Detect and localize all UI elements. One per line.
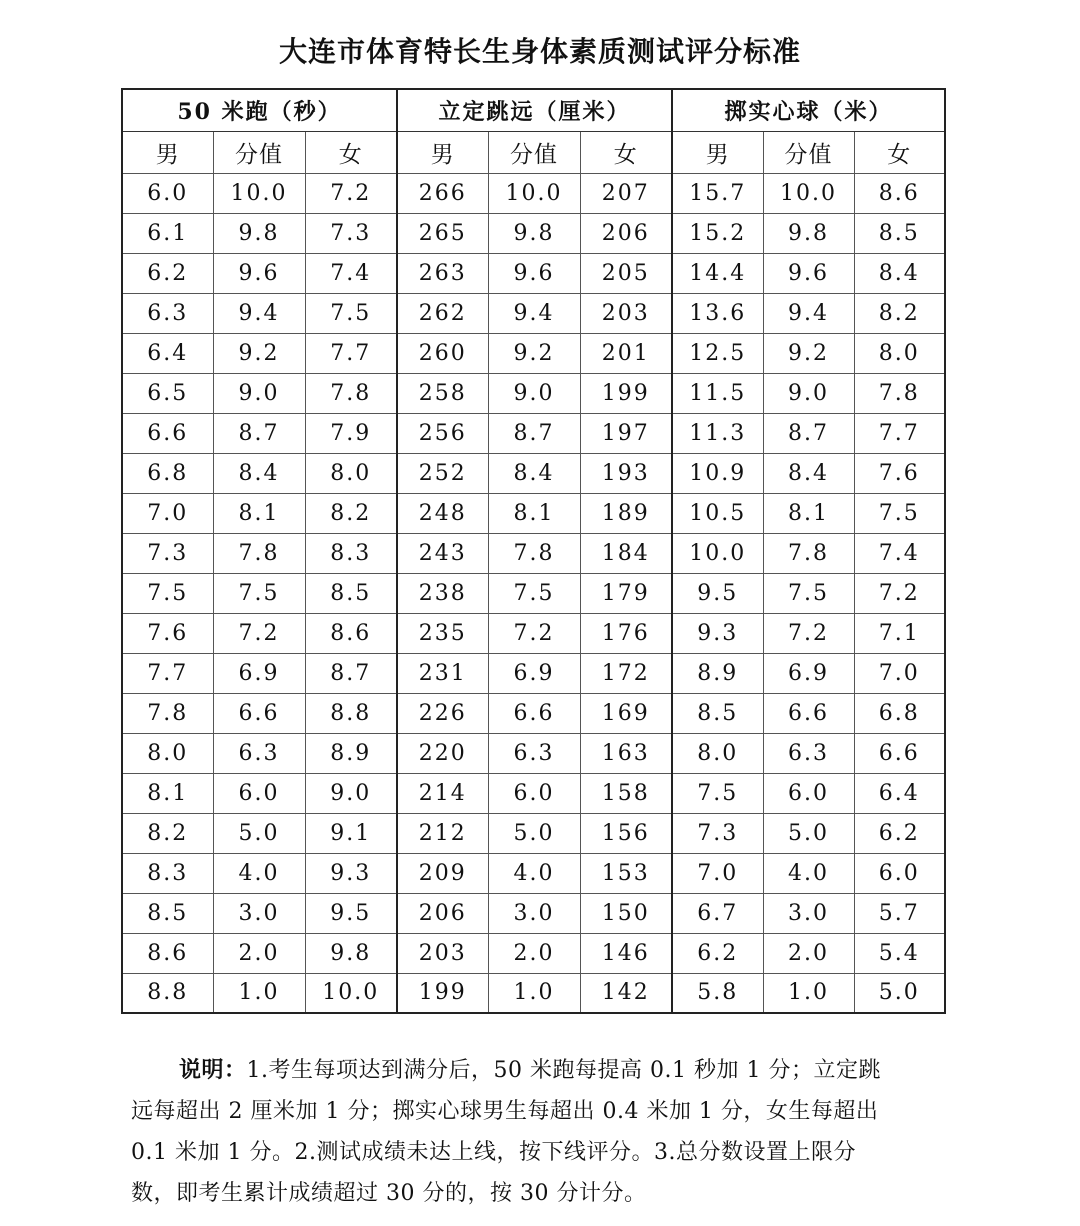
- run-male-time-cell: 6.0: [122, 173, 213, 213]
- shot-male-distance-cell: 10.9: [672, 453, 763, 493]
- group-header-row: [122, 89, 945, 131]
- shot-male-distance-cell: 13.6: [672, 293, 763, 333]
- run-female-time-cell: 9.5: [305, 893, 397, 933]
- shot-score-cell: 10.0: [763, 173, 854, 213]
- run-female-time-cell: 7.4: [305, 253, 397, 293]
- table-row: [122, 973, 945, 1013]
- shot-score-cell: 8.1: [763, 493, 854, 533]
- jump-female-distance-cell: 205: [580, 253, 672, 293]
- shot-female-distance-cell: 8.2: [854, 293, 945, 333]
- shot-female-distance-cell: 7.6: [854, 453, 945, 493]
- shot-male-distance-cell: 7.5: [672, 773, 763, 813]
- shot-male-distance-cell: 9.3: [672, 613, 763, 653]
- run-male-time-cell: 6.6: [122, 413, 213, 453]
- jump-male-distance-cell: 252: [397, 453, 488, 493]
- jump-score-cell: 8.7: [488, 413, 580, 453]
- shot-female-distance-cell: 5.7: [854, 893, 945, 933]
- table-row: [122, 253, 945, 293]
- table-row: [122, 173, 945, 213]
- sub-header-score: 分值: [213, 131, 305, 173]
- run-female-time-cell: 8.0: [305, 453, 397, 493]
- jump-male-distance-cell: 212: [397, 813, 488, 853]
- run-female-time-cell: 8.5: [305, 573, 397, 613]
- jump-male-distance-cell: 262: [397, 293, 488, 333]
- sub-header-male: 男: [122, 131, 213, 173]
- group-header-50m-run: 50 米跑（秒）: [122, 89, 397, 131]
- jump-female-distance-cell: 142: [580, 973, 672, 1013]
- jump-male-distance-cell: 256: [397, 413, 488, 453]
- shot-female-distance-cell: 7.7: [854, 413, 945, 453]
- run-score-cell: 9.8: [213, 213, 305, 253]
- run-male-time-cell: 8.1: [122, 773, 213, 813]
- jump-male-distance-cell: 266: [397, 173, 488, 213]
- run-female-time-cell: 7.8: [305, 373, 397, 413]
- table-row: [122, 733, 945, 773]
- run-score-cell: 6.6: [213, 693, 305, 733]
- shot-male-distance-cell: 11.3: [672, 413, 763, 453]
- table-row: [122, 933, 945, 973]
- shot-score-cell: 4.0: [763, 853, 854, 893]
- table-row: [122, 573, 945, 613]
- jump-score-cell: 3.0: [488, 893, 580, 933]
- jump-score-cell: 6.3: [488, 733, 580, 773]
- shot-female-distance-cell: 7.5: [854, 493, 945, 533]
- run-female-time-cell: 9.8: [305, 933, 397, 973]
- sub-header-row: [122, 131, 945, 173]
- shot-score-cell: 5.0: [763, 813, 854, 853]
- shot-score-cell: 3.0: [763, 893, 854, 933]
- shot-score-cell: 9.6: [763, 253, 854, 293]
- shot-male-distance-cell: 12.5: [672, 333, 763, 373]
- shot-female-distance-cell: 7.2: [854, 573, 945, 613]
- note-line: 远每超出 2 厘米加 1 分；掷实心球男生每超出 0.4 米加 1 分，女生每超出: [131, 1099, 879, 1124]
- shot-score-cell: 8.7: [763, 413, 854, 453]
- shot-score-cell: 7.2: [763, 613, 854, 653]
- table-row: [122, 653, 945, 693]
- jump-score-cell: 10.0: [488, 173, 580, 213]
- jump-male-distance-cell: 243: [397, 533, 488, 573]
- document-title: 大连市体育特长生身体素质测试评分标准: [278, 35, 801, 68]
- jump-female-distance-cell: 189: [580, 493, 672, 533]
- run-score-cell: 2.0: [213, 933, 305, 973]
- run-female-time-cell: 7.9: [305, 413, 397, 453]
- run-female-time-cell: 7.7: [305, 333, 397, 373]
- jump-male-distance-cell: 214: [397, 773, 488, 813]
- run-score-cell: 6.3: [213, 733, 305, 773]
- jump-female-distance-cell: 206: [580, 213, 672, 253]
- run-score-cell: 9.6: [213, 253, 305, 293]
- note-text: 1.考生每项达到满分后，50 米跑每提高 0.1 秒加 1 分；立定跳: [246, 1058, 881, 1083]
- shot-female-distance-cell: 5.4: [854, 933, 945, 973]
- shot-score-cell: 7.5: [763, 573, 854, 613]
- jump-female-distance-cell: 201: [580, 333, 672, 373]
- scoring-table: [121, 88, 946, 1014]
- shot-score-cell: 8.4: [763, 453, 854, 493]
- shot-female-distance-cell: 8.4: [854, 253, 945, 293]
- run-score-cell: 9.0: [213, 373, 305, 413]
- run-score-cell: 7.5: [213, 573, 305, 613]
- jump-male-distance-cell: 226: [397, 693, 488, 733]
- jump-score-cell: 9.4: [488, 293, 580, 333]
- jump-female-distance-cell: 150: [580, 893, 672, 933]
- run-male-time-cell: 6.8: [122, 453, 213, 493]
- notes-section: [131, 1050, 939, 1214]
- run-score-cell: 3.0: [213, 893, 305, 933]
- sub-header-male: 男: [672, 131, 763, 173]
- shot-male-distance-cell: 8.0: [672, 733, 763, 773]
- jump-female-distance-cell: 163: [580, 733, 672, 773]
- jump-score-cell: 9.8: [488, 213, 580, 253]
- run-female-time-cell: 9.1: [305, 813, 397, 853]
- jump-score-cell: 8.4: [488, 453, 580, 493]
- note-line: 0.1 米加 1 分。2.测试成绩未达上线，按下线评分。3.总分数设置上限分: [131, 1140, 856, 1165]
- run-female-time-cell: 7.5: [305, 293, 397, 333]
- run-male-time-cell: 6.5: [122, 373, 213, 413]
- jump-male-distance-cell: 258: [397, 373, 488, 413]
- jump-male-distance-cell: 263: [397, 253, 488, 293]
- shot-female-distance-cell: 6.2: [854, 813, 945, 853]
- run-score-cell: 6.9: [213, 653, 305, 693]
- run-score-cell: 8.4: [213, 453, 305, 493]
- sub-header-score: 分值: [763, 131, 854, 173]
- run-female-time-cell: 8.3: [305, 533, 397, 573]
- group-header-standing-long-jump: 立定跳远（厘米）: [397, 89, 672, 131]
- shot-male-distance-cell: 8.5: [672, 693, 763, 733]
- jump-male-distance-cell: 231: [397, 653, 488, 693]
- jump-score-cell: 6.6: [488, 693, 580, 733]
- jump-female-distance-cell: 153: [580, 853, 672, 893]
- run-female-time-cell: 8.9: [305, 733, 397, 773]
- jump-score-cell: 8.1: [488, 493, 580, 533]
- table-row: [122, 613, 945, 653]
- shot-score-cell: 9.4: [763, 293, 854, 333]
- table-row: [122, 493, 945, 533]
- shot-female-distance-cell: 7.8: [854, 373, 945, 413]
- table-row: [122, 693, 945, 733]
- run-score-cell: 9.2: [213, 333, 305, 373]
- shot-female-distance-cell: 8.6: [854, 173, 945, 213]
- run-female-time-cell: 8.6: [305, 613, 397, 653]
- shot-male-distance-cell: 7.0: [672, 853, 763, 893]
- run-score-cell: 9.4: [213, 293, 305, 333]
- shot-male-distance-cell: 15.7: [672, 173, 763, 213]
- jump-female-distance-cell: 158: [580, 773, 672, 813]
- jump-male-distance-cell: 203: [397, 933, 488, 973]
- jump-male-distance-cell: 235: [397, 613, 488, 653]
- jump-male-distance-cell: 206: [397, 893, 488, 933]
- notes-label: 说明：: [179, 1057, 247, 1083]
- run-score-cell: 4.0: [213, 853, 305, 893]
- note-line: 数，即考生累计成绩超过 30 分的，按 30 分计分。: [131, 1181, 647, 1206]
- run-male-time-cell: 6.2: [122, 253, 213, 293]
- shot-male-distance-cell: 9.5: [672, 573, 763, 613]
- jump-male-distance-cell: 248: [397, 493, 488, 533]
- shot-score-cell: 9.0: [763, 373, 854, 413]
- jump-female-distance-cell: 156: [580, 813, 672, 853]
- shot-male-distance-cell: 7.3: [672, 813, 763, 853]
- shot-score-cell: 9.2: [763, 333, 854, 373]
- table-row: [122, 853, 945, 893]
- note-line: [131, 1050, 939, 1091]
- run-male-time-cell: 6.1: [122, 213, 213, 253]
- sub-header-male: 男: [397, 131, 488, 173]
- jump-female-distance-cell: 203: [580, 293, 672, 333]
- shot-female-distance-cell: 6.6: [854, 733, 945, 773]
- jump-male-distance-cell: 265: [397, 213, 488, 253]
- run-male-time-cell: 8.0: [122, 733, 213, 773]
- jump-score-cell: 7.5: [488, 573, 580, 613]
- run-male-time-cell: 7.0: [122, 493, 213, 533]
- shot-male-distance-cell: 14.4: [672, 253, 763, 293]
- shot-score-cell: 1.0: [763, 973, 854, 1013]
- sub-header-female: 女: [305, 131, 397, 173]
- run-male-time-cell: 7.8: [122, 693, 213, 733]
- run-male-time-cell: 8.5: [122, 893, 213, 933]
- jump-score-cell: 9.6: [488, 253, 580, 293]
- table-row: [122, 813, 945, 853]
- jump-female-distance-cell: 169: [580, 693, 672, 733]
- run-female-time-cell: 7.3: [305, 213, 397, 253]
- jump-score-cell: 7.8: [488, 533, 580, 573]
- run-female-time-cell: 9.3: [305, 853, 397, 893]
- jump-female-distance-cell: 172: [580, 653, 672, 693]
- run-score-cell: 8.7: [213, 413, 305, 453]
- group-header-shot-put: 掷实心球（米）: [672, 89, 945, 131]
- shot-male-distance-cell: 10.0: [672, 533, 763, 573]
- jump-female-distance-cell: 199: [580, 373, 672, 413]
- sub-header-female: 女: [580, 131, 672, 173]
- jump-male-distance-cell: 260: [397, 333, 488, 373]
- table-row: [122, 773, 945, 813]
- jump-female-distance-cell: 176: [580, 613, 672, 653]
- jump-score-cell: 7.2: [488, 613, 580, 653]
- run-score-cell: 10.0: [213, 173, 305, 213]
- run-male-time-cell: 6.3: [122, 293, 213, 333]
- table-row: [122, 293, 945, 333]
- shot-male-distance-cell: 5.8: [672, 973, 763, 1013]
- run-female-time-cell: 8.8: [305, 693, 397, 733]
- jump-male-distance-cell: 238: [397, 573, 488, 613]
- shot-score-cell: 6.0: [763, 773, 854, 813]
- shot-male-distance-cell: 15.2: [672, 213, 763, 253]
- shot-male-distance-cell: 11.5: [672, 373, 763, 413]
- shot-female-distance-cell: 7.1: [854, 613, 945, 653]
- shot-score-cell: 7.8: [763, 533, 854, 573]
- shot-score-cell: 6.3: [763, 733, 854, 773]
- table-row: [122, 213, 945, 253]
- sub-header-female: 女: [854, 131, 945, 173]
- jump-score-cell: 2.0: [488, 933, 580, 973]
- jump-score-cell: 5.0: [488, 813, 580, 853]
- shot-female-distance-cell: 8.5: [854, 213, 945, 253]
- shot-male-distance-cell: 8.9: [672, 653, 763, 693]
- run-male-time-cell: 7.3: [122, 533, 213, 573]
- jump-male-distance-cell: 220: [397, 733, 488, 773]
- run-female-time-cell: 9.0: [305, 773, 397, 813]
- run-score-cell: 7.2: [213, 613, 305, 653]
- run-male-time-cell: 8.6: [122, 933, 213, 973]
- run-female-time-cell: 8.2: [305, 493, 397, 533]
- shot-female-distance-cell: 5.0: [854, 973, 945, 1013]
- run-score-cell: 1.0: [213, 973, 305, 1013]
- jump-male-distance-cell: 199: [397, 973, 488, 1013]
- jump-score-cell: 6.0: [488, 773, 580, 813]
- run-score-cell: 6.0: [213, 773, 305, 813]
- jump-score-cell: 9.0: [488, 373, 580, 413]
- run-male-time-cell: 7.7: [122, 653, 213, 693]
- table-row: [122, 413, 945, 453]
- shot-female-distance-cell: 7.4: [854, 533, 945, 573]
- shot-female-distance-cell: 6.4: [854, 773, 945, 813]
- jump-score-cell: 1.0: [488, 973, 580, 1013]
- table-row: [122, 373, 945, 413]
- jump-score-cell: 9.2: [488, 333, 580, 373]
- run-male-time-cell: 8.2: [122, 813, 213, 853]
- run-score-cell: 8.1: [213, 493, 305, 533]
- run-score-cell: 7.8: [213, 533, 305, 573]
- shot-male-distance-cell: 10.5: [672, 493, 763, 533]
- jump-female-distance-cell: 179: [580, 573, 672, 613]
- shot-score-cell: 6.9: [763, 653, 854, 693]
- run-male-time-cell: 7.6: [122, 613, 213, 653]
- shot-female-distance-cell: 8.0: [854, 333, 945, 373]
- jump-female-distance-cell: 193: [580, 453, 672, 493]
- run-female-time-cell: 10.0: [305, 973, 397, 1013]
- shot-score-cell: 2.0: [763, 933, 854, 973]
- jump-score-cell: 6.9: [488, 653, 580, 693]
- shot-score-cell: 9.8: [763, 213, 854, 253]
- shot-score-cell: 6.6: [763, 693, 854, 733]
- table-row: [122, 893, 945, 933]
- jump-female-distance-cell: 207: [580, 173, 672, 213]
- shot-female-distance-cell: 6.0: [854, 853, 945, 893]
- table-row: [122, 533, 945, 573]
- jump-score-cell: 4.0: [488, 853, 580, 893]
- run-female-time-cell: 7.2: [305, 173, 397, 213]
- run-male-time-cell: 7.5: [122, 573, 213, 613]
- run-male-time-cell: 6.4: [122, 333, 213, 373]
- shot-female-distance-cell: 7.0: [854, 653, 945, 693]
- shot-male-distance-cell: 6.2: [672, 933, 763, 973]
- table-row: [122, 453, 945, 493]
- jump-male-distance-cell: 209: [397, 853, 488, 893]
- sub-header-score: 分值: [488, 131, 580, 173]
- jump-female-distance-cell: 197: [580, 413, 672, 453]
- run-male-time-cell: 8.3: [122, 853, 213, 893]
- table-row: [122, 333, 945, 373]
- jump-female-distance-cell: 184: [580, 533, 672, 573]
- run-score-cell: 5.0: [213, 813, 305, 853]
- shot-female-distance-cell: 6.8: [854, 693, 945, 733]
- shot-male-distance-cell: 6.7: [672, 893, 763, 933]
- run-male-time-cell: 8.8: [122, 973, 213, 1013]
- jump-female-distance-cell: 146: [580, 933, 672, 973]
- run-female-time-cell: 8.7: [305, 653, 397, 693]
